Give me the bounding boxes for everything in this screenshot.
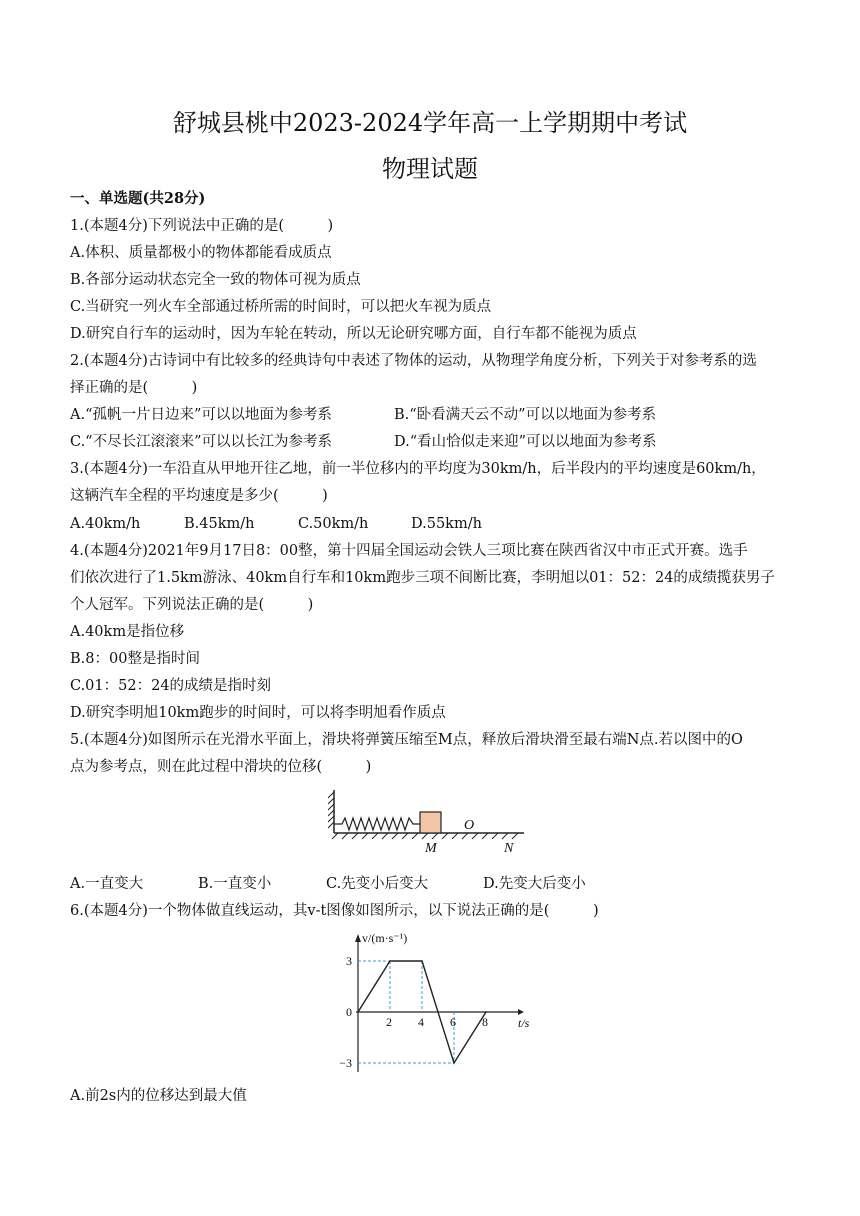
q3-option-a: A.40km/h: [70, 516, 141, 532]
label-m: M: [425, 841, 437, 856]
q3-stem-line1: 3.(本题4分)一车沿直从甲地开往乙地，前一半位移内的平均度为30km/h，后半段内的平均速度是60km/h，: [70, 461, 766, 477]
x-tick-label: 8: [482, 1015, 488, 1029]
q1-option-a: A.体积、质量都极小的物体都能看成质点: [70, 245, 332, 261]
y-axis-label: v/(m·s⁻¹): [362, 931, 408, 945]
q1-option-b: B.各部分运动状态完全一致的物体可视为质点: [70, 272, 361, 288]
q2-stem-line1: 2.(本题4分)古诗词中有比较多的经典诗句中表述了物体的运动，从物理学角度分析，下列关于对参考系的选: [70, 353, 757, 369]
vt-data-point: [421, 960, 423, 962]
q4-stem-line3: 个人冠军。下列说法正确的是( ): [70, 597, 314, 613]
q5-option-a: A.一直变大: [70, 876, 144, 892]
floor-hatch: [332, 833, 518, 839]
q1-option-c: C.当研究一列火车全部通过桥所需的时间时，可以把火车视为质点: [70, 299, 492, 315]
q5-option-d: D.先变大后变小: [483, 876, 586, 892]
label-o: O: [464, 818, 475, 833]
q2-stem-line2: 择正确的是( ): [70, 380, 198, 396]
q5-option-c: C.先变小后变大: [326, 876, 429, 892]
y-tick-label: 0: [346, 1005, 352, 1019]
q3-option-c: C.50km/h: [298, 516, 369, 532]
slider-block: [420, 812, 441, 833]
page-subtitle: 物理试题: [382, 155, 478, 183]
q5-option-b: B.一直变小: [198, 876, 272, 892]
q6-option-a: A.前2s内的位移达到最大值: [70, 1088, 247, 1104]
q4-option-c: C.01：52：24的成绩是指时刻: [70, 678, 272, 694]
section-heading: 一、单选题(共28分): [70, 190, 206, 207]
q2-option-a: A.“孤帆一片日边来”可以以地面为参考系: [70, 407, 332, 423]
y-axis-arrow: [355, 934, 361, 942]
q4-stem-line1: 4.(本题4分)2021年9月17日8：00整，第十四届全国运动会铁人三项比赛在陕西省汉中市正式开赛。选手: [70, 543, 748, 559]
q3-option-d: D.55km/h: [411, 516, 482, 532]
spring-block-figure: [328, 788, 528, 858]
vt-data-point: [389, 960, 391, 962]
x-tick-label: 4: [418, 1015, 424, 1029]
q4-option-b: B.8：00整是指时间: [70, 651, 200, 667]
q1-stem: 1.(本题4分)下列说法中正确的是( ): [70, 218, 334, 234]
y-tick-label: 3: [346, 954, 352, 968]
x-tick-label: 6: [450, 1015, 456, 1029]
x-axis-label: t/s: [518, 1016, 530, 1030]
q4-option-d: D.研究李明旭10km跑步的时间时，可以将李明旭看作质点: [70, 705, 446, 721]
vt-data-point: [485, 1011, 487, 1013]
label-n: N: [504, 841, 514, 856]
x-axis-arrow: [518, 1009, 524, 1015]
y-tick-label: −3: [339, 1056, 352, 1070]
q4-stem-line2: 们依次进行了1.5km游泳、40km自行车和10km跑步三项不间断比赛，李明旭以01：52：24的成绩揽获男子: [70, 570, 775, 586]
vt-data-point: [357, 1011, 359, 1013]
q3-option-b: B.45km/h: [184, 516, 255, 532]
q1-option-d: D.研究自行车的运动时，因为车轮在转动，所以无论研究哪方面，自行车都不能视为质点: [70, 326, 637, 342]
q4-option-a: A.40km是指位移: [70, 624, 185, 640]
q2-option-d: D.“看山恰似走来迎”可以以地面为参考系: [394, 434, 657, 450]
vt-chart: [330, 928, 530, 1078]
x-tick-label: 2: [386, 1015, 392, 1029]
q6-stem: 6.(本题4分)一个物体做直线运动，其v-t图像如图所示，以下说法正确的是( ): [70, 903, 599, 919]
q5-stem-line2: 点为参考点，则在此过程中滑块的位移( ): [70, 759, 372, 775]
page-title: 舒城县桃中2023-2024学年高一上学期期中考试: [172, 109, 688, 137]
wall-hatch: [328, 792, 334, 828]
q5-stem-line1: 5.(本题4分)如图所示在光滑水平面上，滑块将弹簧压缩至M点，释放后滑块滑至最右端N点.若以图中的O: [70, 732, 743, 748]
vt-data-point: [453, 1062, 455, 1064]
spring: [334, 818, 420, 830]
q2-option-b: B.“卧看满天云不动”可以以地面为参考系: [394, 407, 657, 423]
q2-option-c: C.“不尽长江滚滚来”可以以长江为参考系: [70, 434, 333, 450]
q3-stem-line2: 这辆汽车全程的平均速度是多少( ): [70, 488, 328, 504]
